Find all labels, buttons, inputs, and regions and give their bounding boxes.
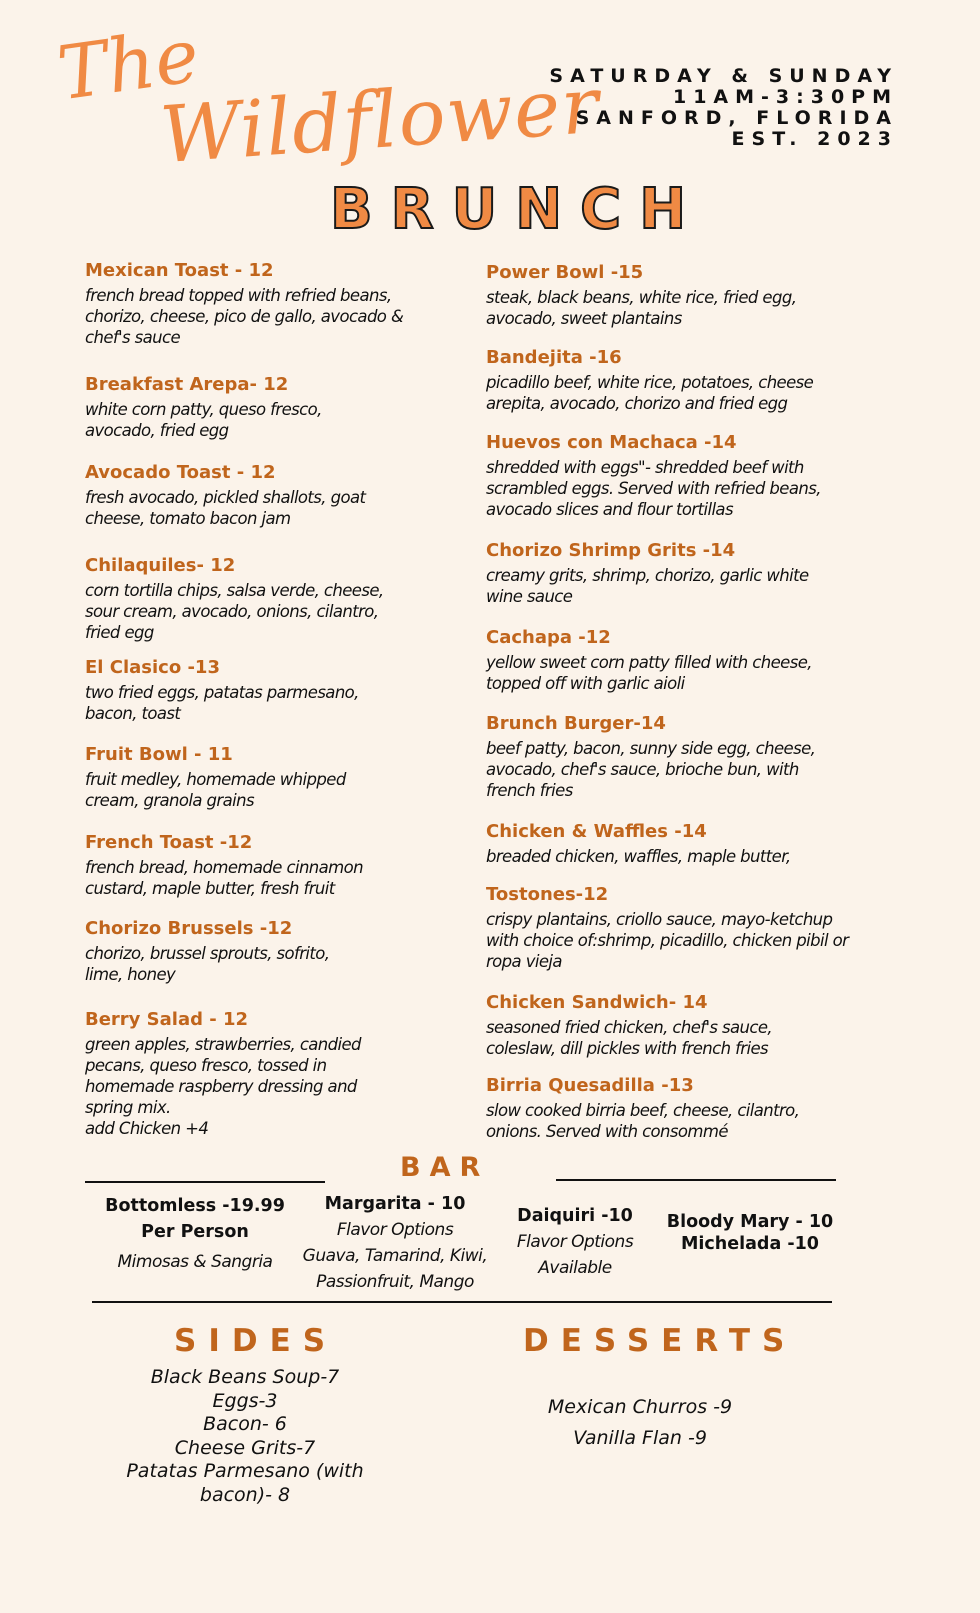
menu-item-desc: seasoned fried chicken, chef's sauce, coleslaw, dill pickles with french fries <box>486 1018 773 1058</box>
bar-item-name: Bottomless -19.99 <box>105 1196 285 1216</box>
menu-item-desc: creamy grits, shrimp, chorizo, garlic white wine sauce <box>486 566 809 606</box>
menu-item <box>85 260 505 348</box>
menu-item-name: Birria Quesadilla -13 <box>486 1075 694 1096</box>
bar-item-name: Margarita - 10 <box>324 1194 466 1214</box>
menu-item-name: Tostones-12 <box>486 884 609 905</box>
side-item: Black Beans Soup-7 <box>150 1366 340 1388</box>
menu-item-desc: shredded with eggs"- shredded beef with scrambled eggs. Served with refried beans, avocado slices and flour tortillas <box>486 458 821 519</box>
menu-item <box>486 432 906 520</box>
menu-item <box>486 992 906 1059</box>
menu-item-desc: steak, black beans, white rice, fried egg, avocado, sweet plantains <box>486 288 797 328</box>
menu-item-desc: picadillo beef, white rice, potatoes, cheese arepita, avocado, chorizo and fried egg <box>486 373 814 413</box>
desserts-list <box>510 1392 770 1454</box>
menu-item-desc: beef patty, bacon, sunny side egg, cheese, avocado, chef's sauce, brioche bun, with french fries <box>486 739 816 800</box>
menu-item-desc: yellow sweet corn patty filled with cheese, topped off with garlic aioli <box>486 653 812 693</box>
info-location: SANFORD, FLORIDA <box>575 107 898 129</box>
menu-item-name: Chicken & Waffles -14 <box>486 821 707 842</box>
menu-item <box>85 744 505 811</box>
bar-item-name: Bloody Mary - 10 <box>666 1212 834 1232</box>
menu-item-desc: white corn patty, queso fresco, avocado, fried egg <box>85 400 322 440</box>
menu-item-name: Chorizo Brussels -12 <box>85 918 293 939</box>
menu-item <box>486 821 906 867</box>
bar-item-desc: Mimosas & Sangria <box>117 1252 273 1272</box>
hours-location-info <box>549 66 898 150</box>
menu-item-name: Chilaquiles- 12 <box>85 555 236 576</box>
menu-item-name: Mexican Toast - 12 <box>85 260 274 281</box>
menu-item-name: El Clasico -13 <box>85 657 220 678</box>
menu-item-desc: french bread topped with refried beans, chorizo, cheese, pico de gallo, avocado & chef's sauce <box>85 286 404 347</box>
info-days: SATURDAY & SUNDAY <box>549 65 898 87</box>
menu-item-desc: crispy plantains, criollo sauce, mayo-ketchup with choice of:shrimp, picadillo, chicken pibil or ropa vieja <box>486 910 849 971</box>
menu-item <box>486 627 906 694</box>
menu-item <box>486 884 906 972</box>
bar-item-desc: Available <box>538 1258 612 1278</box>
menu-item-desc: slow cooked birria beef, cheese, cilantro, onions. Served with consommé <box>486 1101 800 1141</box>
menu-item-name: Chicken Sandwich- 14 <box>486 992 708 1013</box>
menu-item <box>85 462 505 529</box>
menu-item <box>486 347 906 414</box>
desserts-title: DESSERTS <box>523 1323 797 1359</box>
menu-item-desc: corn tortilla chips, salsa verde, cheese, sour cream, avocado, onions, cilantro, fried egg <box>85 581 384 642</box>
menu-item-desc: french bread, homemade cinnamon custard, maple butter, fresh fruit <box>85 858 363 898</box>
menu-item-desc: two fried eggs, patatas parmesano, bacon, toast <box>85 683 359 723</box>
menu-item <box>85 374 505 441</box>
side-item: Eggs-3 <box>212 1389 278 1412</box>
menu-item-desc: breaded chicken, waffles, maple butter, <box>486 847 791 866</box>
menu-item <box>486 1075 906 1142</box>
menu-item-name: Avocado Toast - 12 <box>85 462 276 483</box>
side-item: Cheese Grits-7 <box>174 1436 316 1459</box>
menu-item <box>85 918 505 985</box>
logo-the: The <box>52 12 205 118</box>
bar-daiquiri <box>495 1203 655 1281</box>
menu-item-name: Huevos con Machaca -14 <box>486 432 737 453</box>
bar-item-name: Michelada -10 <box>681 1234 819 1254</box>
menu-item <box>85 657 505 724</box>
logo-wildflower: Wildflower <box>157 60 603 182</box>
menu-item-name: Fruit Bowl - 11 <box>85 744 233 765</box>
bar-divider-right <box>556 1179 836 1181</box>
menu-item-desc: fruit medley, homemade whipped cream, granola grains <box>85 770 346 810</box>
menu-item-desc: green apples, strawberries, candied pecans, queso fresco, tossed in homemade raspberry dressing and spring mix. <box>85 1035 361 1117</box>
menu-item-name: Berry Salad - 12 <box>85 1009 249 1030</box>
bar-margarita <box>300 1191 490 1295</box>
bar-item-desc: Guava, Tamarind, Kiwi, <box>302 1246 488 1266</box>
bar-divider-left <box>85 1181 325 1183</box>
menu-item-desc: chorizo, brussel sprouts, sofrito, lime, honey <box>85 944 330 984</box>
brunch-title: BRUNCH <box>330 177 705 242</box>
menu-item-desc: fresh avocado, pickled shallots, goat cheese, tomato bacon jam <box>85 488 366 528</box>
info-hours: 11AM-3:30PM <box>672 86 898 108</box>
menu-item-name: Cachapa -12 <box>486 627 611 648</box>
menu-item-extra: add Chicken +4 <box>85 1119 209 1138</box>
bar-item-desc: Flavor Options <box>336 1220 454 1240</box>
menu-item-name: Power Bowl -15 <box>486 262 644 283</box>
sides-list <box>110 1366 380 1507</box>
side-item: bacon)- 8 <box>199 1483 291 1506</box>
menu-item-name: Brunch Burger-14 <box>486 713 666 734</box>
menu-item <box>486 262 906 329</box>
side-item: Patatas Parmesano (with <box>126 1460 364 1482</box>
dessert-item: Vanilla Flan -9 <box>573 1427 707 1449</box>
menu-item <box>85 555 505 643</box>
menu-item <box>486 540 906 607</box>
info-established: EST. 2023 <box>731 128 898 150</box>
menu-item <box>486 713 906 801</box>
menu-item-name: French Toast -12 <box>85 832 253 853</box>
bar-item-name: Per Person <box>141 1222 249 1242</box>
bar-title: BAR <box>400 1152 490 1183</box>
menu-item <box>85 832 505 899</box>
dessert-item: Mexican Churros -9 <box>547 1396 733 1418</box>
sides-title: SIDES <box>174 1323 338 1359</box>
menu-item-name: Bandejita -16 <box>486 347 622 368</box>
bar-item-name: Daiquiri -10 <box>517 1206 633 1226</box>
side-item: Bacon- 6 <box>203 1413 287 1435</box>
bar-item-desc: Passionfruit, Mango <box>316 1272 474 1292</box>
bar-bloody-mary <box>660 1211 840 1255</box>
bar-bottomless <box>100 1193 290 1275</box>
bar-item-desc: Flavor Options <box>516 1232 634 1252</box>
bar-divider-bottom <box>92 1301 832 1303</box>
menu-item <box>85 1009 505 1139</box>
menu-item-name: Chorizo Shrimp Grits -14 <box>486 540 736 561</box>
menu-item-name: Breakfast Arepa- 12 <box>85 374 289 395</box>
